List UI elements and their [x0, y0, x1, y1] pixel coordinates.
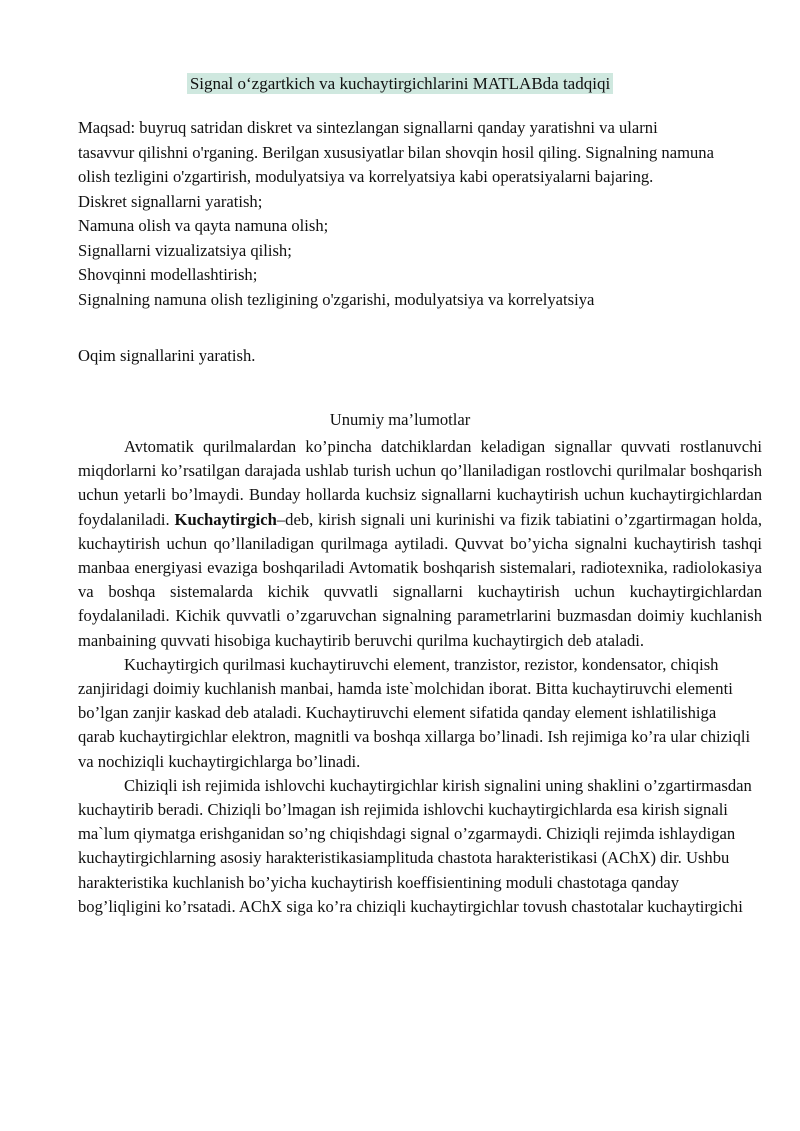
page-title: Signal o‘zgartkich va kuchaytirgichlarini MATLABda tadqiqi	[187, 73, 613, 94]
title-container	[0, 74, 800, 94]
section-heading: Unumiy ma’lumotlar	[329, 410, 471, 429]
aim-item: Signallarni vizualizatsiya qilish;	[78, 240, 292, 260]
aim-item: Namuna olish va qayta namuna olish;	[78, 216, 329, 235]
aim-item: Diskret signallarni yaratish;	[78, 191, 263, 211]
stream-line: Oqim signallarini yaratish.	[78, 346, 256, 365]
paragraph-1	[78, 435, 762, 653]
aim-item: Shovqinni modellashtirish;	[78, 265, 258, 284]
body-text	[78, 435, 762, 919]
aim-item: Signalning namuna olish tezligining o'zgarishi, modulyatsiya va korrelyatsiya	[78, 289, 595, 309]
aim-text: Maqsad: buyruq satridan diskret va sintezlangan signallarni qanday yaratishni va ularni tasavvur qilishni o'rganing. Berilgan xususiyatlar bilan shovqin hosil qiling. Signalning namuna olish tezligini o'zgartirish, modulyatsiya va korrelyatsiya kabi operatsiyalarni bajaring.	[78, 118, 714, 186]
paragraph-1-text-b: –deb, kirish signali uni kurinishi va fizik tabiatini o’zgartirmagan holda, kuchaytirish uchun qo’llaniladigan qurilmaga aytiladi. Quvvat bo’yicha signalni kuchaytirish tashqi manbaa energiyasi evaziga boshqariladi Avtomatik boshqarish sistemalari, radiotexnika, radiolokasiya va boshqa sistemalarda kichik quvvatli signallarni kuchaytirish uchun kuchaytirgichlardan foydalaniladi. Kichik quvvatli o’zgaruvchan signalning parametrlarini buzmasdan doimiy kuchlanish manbaining quvvati hisobiga kuchaytirib beruvchi qurilma kuchaytirgich deb ataladi.	[78, 509, 762, 650]
paragraph-1-term: Kuchaytirgich	[174, 509, 277, 529]
paragraph-2: Kuchaytirgich qurilmasi kuchaytiruvchi element, tranzistor, rezistor, kondensator, chiqish zanjiridagi doimiy kuchlanish manbai, hamda iste`molchidan iborat. Bitta kuchaytiruvchi elementi bo’lgan zanjir kaskad deb ataladi. Kuchaytiruvchi element sifatida qanday element ishlatilishiga qarab kuchaytirgichlar elektron, magnitli va boshqa xillarga bo’linadi. Ish rejimiga ko’ra ular chiziqli va nochiziqli kuchaytirgichlarga bo’linadi.	[78, 654, 751, 771]
aim-section	[78, 116, 738, 312]
paragraph-1-text-a: Avtomatik qurilmalardan ko’pincha datchiklardan keladigan signallar quvvati rostlanuvchi miqdorlarni ko’rsatilgan darajada ushlab turish uchun qo’llaniladigan rostlovchi qurilmalar boshqarish uchun yetarli bo’lmaydi. Bunday hollarda kuchsiz signallarni kuchaytirish uchun kuchaytirgichlardan foydalaniladi.	[78, 437, 762, 529]
paragraph-3: Chiziqli ish rejimida ishlovchi kuchaytirgichlar kirish signalini uning shaklini o’zgartirmasdan kuchaytirib beradi. Chiziqli bo’lmagan ish rejimida ishlovchi kuchaytirgichlarda esa kirish signali ma`lum qiymatga erishganidan so’ng chiqishdagi signal o’zgarmaydi. Chiziqli rejimda ishlaydigan kuchaytirgichlarning asosiy harakteristikasiamplituda chastota harakteristikasi (AChX) dir. Ushbu harakteristika kuchlanish bo’yicha kuchaytirish koeffisientining moduli chastotaga qanday bog’liqligini ko’rsatadi. AChX siga ko’ra chiziqli kuchaytirgichlar tovush chastotalar kuchaytirgichi	[78, 775, 752, 916]
